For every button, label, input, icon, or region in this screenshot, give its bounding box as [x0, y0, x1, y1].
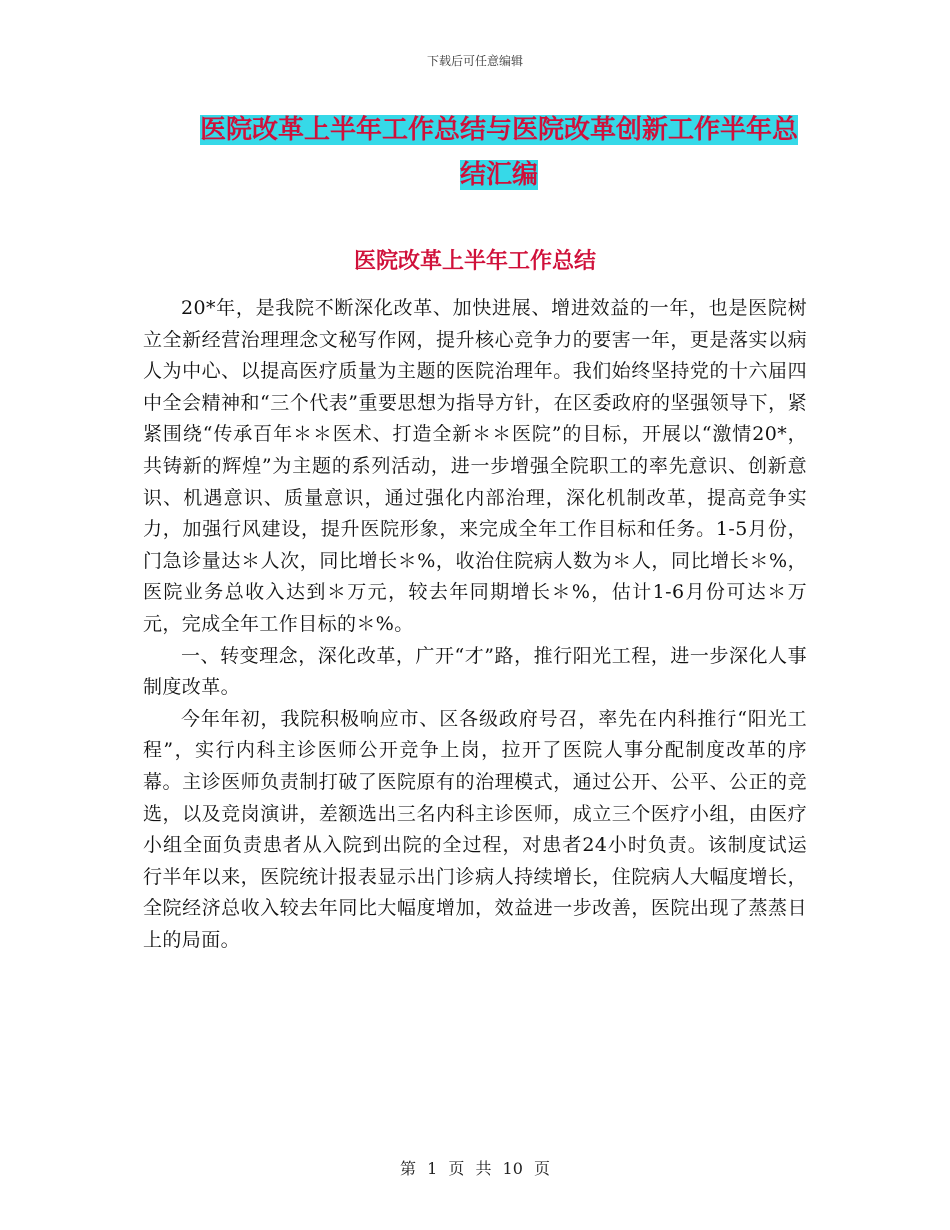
page-header-note: 下载后可任意编辑	[426, 54, 523, 68]
body-paragraph: 今年年初，我院积极响应市、区各级政府号召，率先在内科推行“阳光工程”，实行内科主诊医师公开竞争上岗，拉开了医院人事分配制度改革的序幕。主诊医师负责制打破了医院原有的治理模式，通过公开、公平、公正的竞选，以及竞岗演讲，差额选出三名内科主诊医师，成立三个医疗小组，由医疗小组全面负责患者从入院到出院的全过程，对患者24小时负责。该制度试运行半年以来，医院统计报表显示出门诊病人持续增长，住院病人大幅度增长，全院经济总收入较去年同比大幅度增加，效益进一步改善，医院出现了蒸蒸日上的局面。	[143, 707, 807, 951]
document-title-text: 医院改革上半年工作总结与医院改革创新工作半年总结汇编	[199, 115, 798, 190]
body-paragraph: 20*年，是我院不断深化改革、加快进展、增进效益的一年，也是医院树立全新经营治理理念文秘写作网，提升核心竞争力的要害一年，更是落实以病人为中心、以提高医疗质量为主题的医院治理年。我们始终坚持党的十六届四中全会精神和“三个代表”重要思想为指导方针，在区委政府的坚强领导下，紧紧围绕“传承百年＊＊医术、打造全新＊＊医院”的目标，开展以“激情20*，共铸新的辉煌”为主题的系列活动，进一步增强全院职工的率先意识、创新意识、机遇意识、质量意识，通过强化内部治理，深化机制改革，提高竞争实力，加强行风建设，提升医院形象，来完成全年工作目标和任务。1-5月份，门急诊量达＊人次，同比增长＊%，收治住院病人数为＊人，同比增长＊%，医院业务总收入达到＊万元，较去年同期增长＊%，估计1-6月份可达＊万元，完成全年工作目标的＊%。	[143, 297, 807, 635]
body-paragraph: 一、转变理念，深化改革，广开“才”路，推行阳光工程，进一步深化人事制度改革。	[143, 644, 807, 699]
document-body	[143, 293, 807, 956]
page-number-footer: 第 1 页 共 10 页	[400, 1159, 550, 1178]
section-title: 医院改革上半年工作总结	[353, 249, 596, 274]
document-title	[190, 108, 808, 198]
